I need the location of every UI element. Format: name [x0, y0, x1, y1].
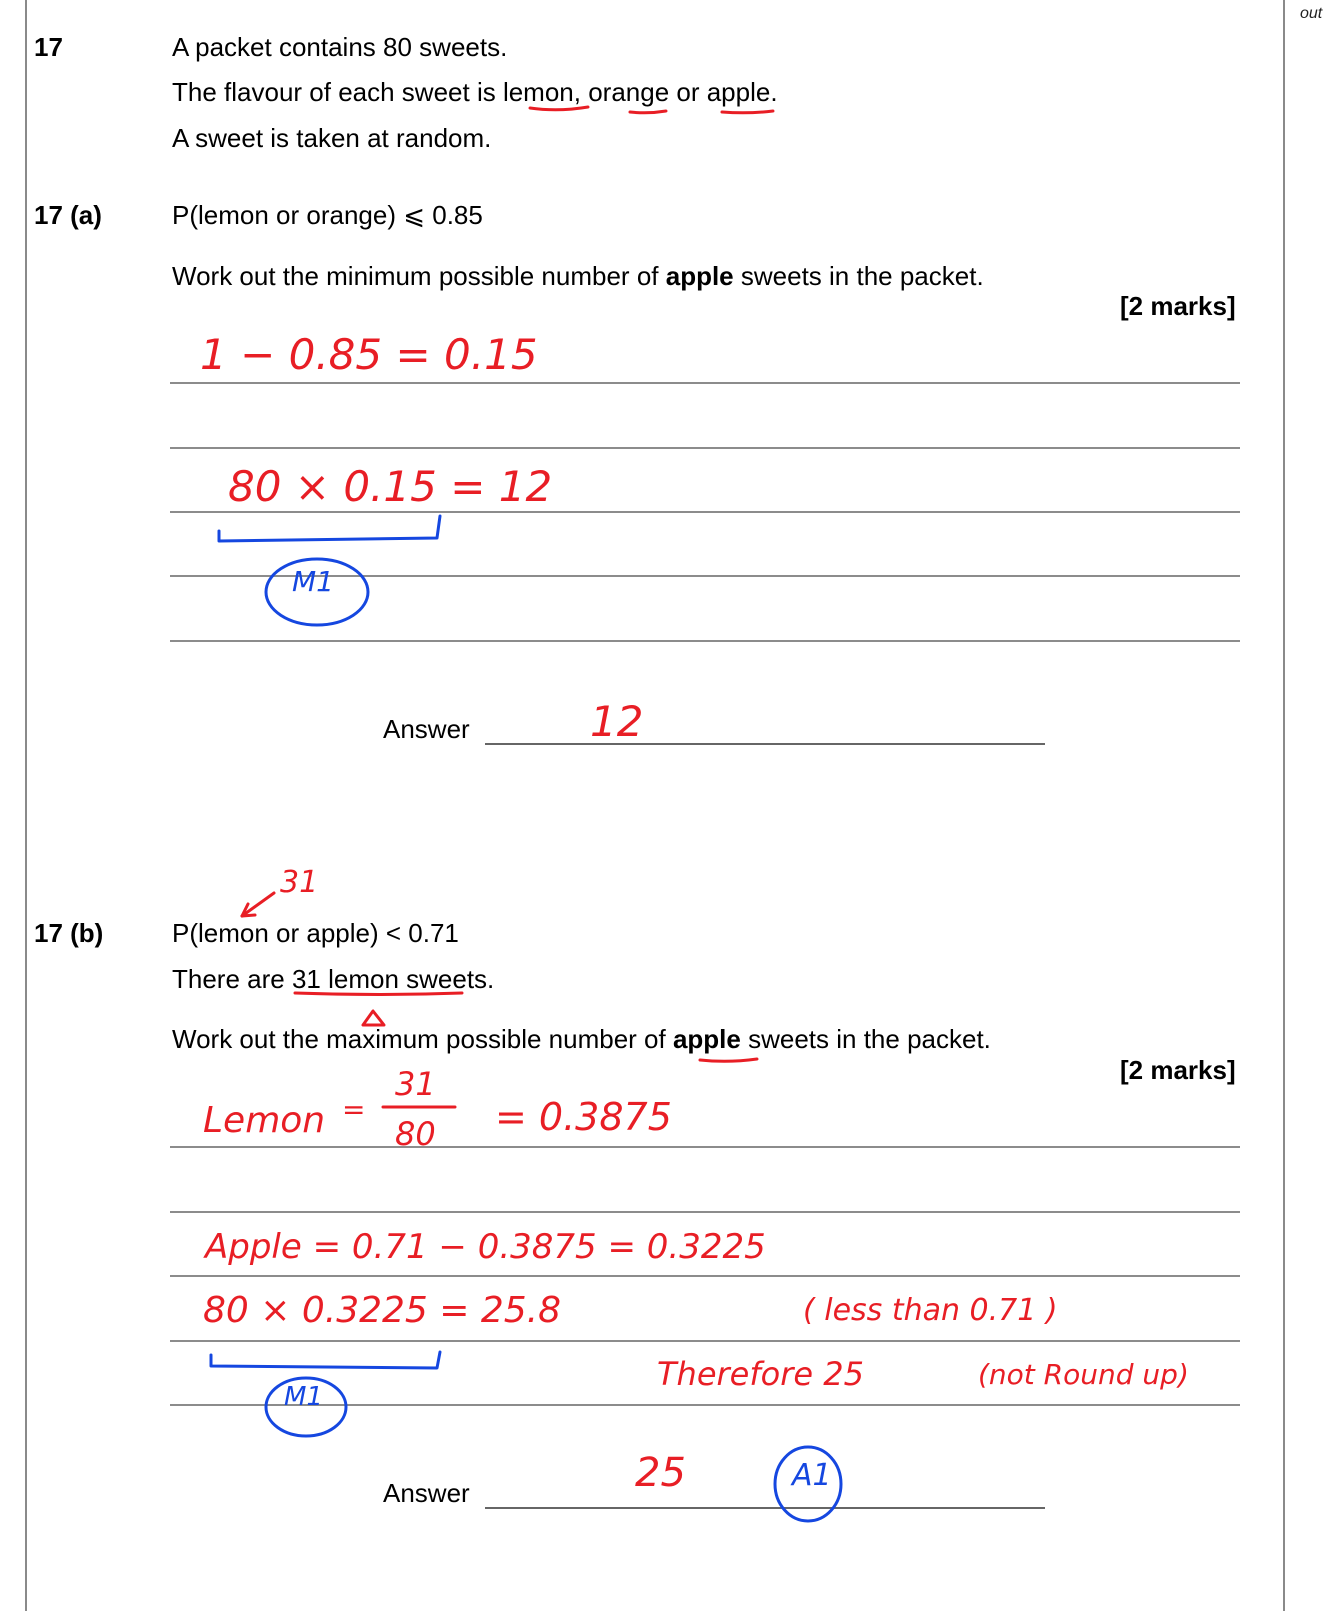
intro-line-1: A packet contains 80 sweets. [172, 32, 508, 62]
note-less-than: ( less than 0.71 ) [803, 1293, 1058, 1328]
underline-apple [722, 111, 773, 113]
intro-line-3: A sweet is taken at random. [172, 123, 492, 153]
m1-bracket-b [211, 1352, 440, 1368]
underline-apple-b [700, 1059, 757, 1061]
part-b-condition: P(lemon or apple) < 0.71 [172, 918, 459, 948]
note-not-round-up: (not Round up) [978, 1358, 1189, 1391]
part-a-working-1: 1 − 0.85 = 0.15 [200, 330, 538, 379]
part-b-m1-mark: M1 [284, 1382, 323, 1412]
m1-bracket-a [219, 516, 440, 541]
underline-lemon [530, 107, 588, 110]
lemon-label: Lemon [203, 1100, 326, 1141]
part-b-given: There are 31 lemon sweets. [172, 964, 495, 994]
part-a-task: Work out the minimum possible number of apple sweets in the packet. [172, 261, 984, 291]
part-a-marks: [2 marks] [1120, 291, 1236, 321]
margin-note: out [1300, 5, 1323, 22]
part-a-condition: P(lemon or orange) ⩽ 0.85 [172, 200, 483, 230]
annotation-31: 31 [280, 865, 319, 900]
lemon-result: = 0.3875 [495, 1095, 672, 1139]
part-b-answer-label: Answer [383, 1478, 470, 1508]
calc-line: 80 × 0.3225 = 25.8 [203, 1290, 562, 1331]
question-number: 17 [34, 32, 63, 62]
part-a-answer: 12 [590, 697, 644, 746]
part-b-answer: 25 [635, 1450, 686, 1496]
part-b-task: Work out the maximum possible number of apple sweets in the packet. [172, 1024, 991, 1054]
part-a-label: 17 (a) [34, 200, 102, 230]
part-b-a1-mark: A1 [792, 1458, 832, 1493]
part-a-answer-label: Answer [383, 714, 470, 744]
part-b-label: 17 (b) [34, 918, 104, 948]
apple-line: Apple = 0.71 − 0.3875 = 0.3225 [205, 1227, 766, 1267]
fraction-numerator: 31 [395, 1065, 436, 1103]
underline-orange [630, 111, 666, 113]
triangle-mark [363, 1011, 384, 1025]
lemon-equals: = [342, 1093, 366, 1126]
therefore-line: Therefore 25 [657, 1355, 864, 1393]
fraction-denominator: 80 [395, 1115, 436, 1153]
part-a-m1-mark: M1 [292, 565, 334, 598]
m1-circle-b [266, 1378, 346, 1436]
underline-31-lemon [295, 993, 462, 995]
intro-line-2: The flavour of each sweet is lemon, orange or apple. [172, 77, 778, 107]
part-b-marks: [2 marks] [1120, 1055, 1236, 1085]
a1-circle [775, 1447, 841, 1521]
m1-circle-a [266, 559, 368, 625]
part-a-working-2: 80 × 0.15 = 12 [228, 462, 553, 511]
